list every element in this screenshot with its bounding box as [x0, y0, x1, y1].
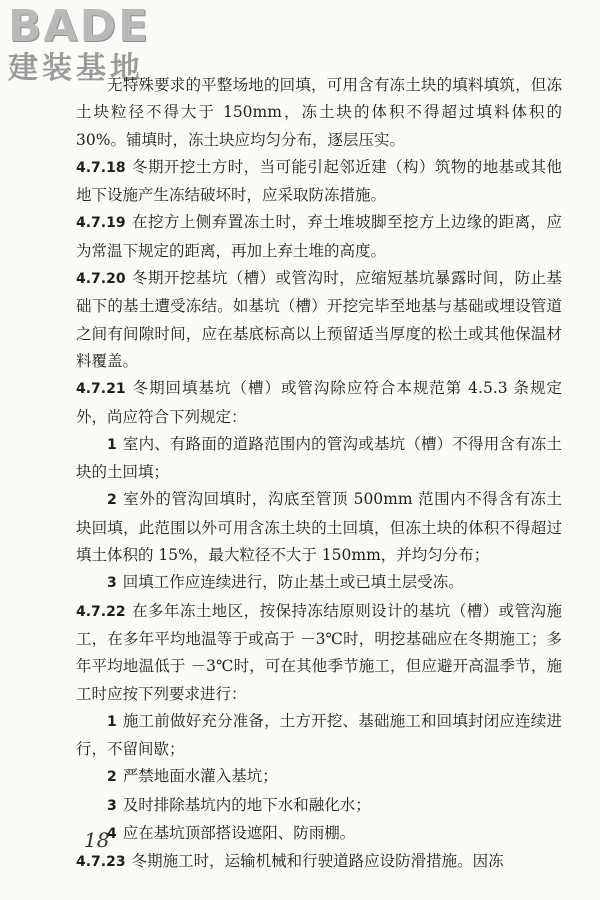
clause-4-7-23: [76, 848, 562, 876]
list-item: [76, 569, 562, 597]
clause-4-7-22: [76, 598, 562, 708]
item-number: 1: [107, 436, 117, 453]
clause-number: 4.7.18: [76, 159, 126, 176]
item-text: 室内、有路面的道路范围内的管沟或基坑（槽）不得用含有冻土块的土回填；: [76, 434, 562, 482]
clause-number: 4.7.20: [76, 271, 126, 288]
item-text: 严禁地面水灌入基坑；: [122, 767, 278, 786]
clause-4-7-19: [76, 209, 562, 265]
clause-text: 冬期施工时，运输机械和行驶道路应设防滑措施。因冻: [131, 852, 504, 871]
item-number: 4: [107, 826, 117, 843]
item-number: 2: [107, 769, 117, 786]
clause-text: 冬期开挖土方时，当可能引起邻近建（构）筑物的地基或其他地下设施产生冻结破坏时，应采取防冻措施。: [76, 157, 562, 205]
paragraph-text: 无特殊要求的平整场地的回填，可用含有冻土块的填料填筑，但冻土块粒径不得大于 150mm，冻土块的体积不得超过填料体积的 30%。铺填时，冻土块应均匀分布，逐层压实。: [76, 76, 562, 149]
item-text: 施工前做好充分准备，土方开挖、基础施工和回填封闭应连续进行，不留间歇；: [76, 711, 562, 759]
clause-4-7-21: [76, 375, 562, 431]
item-text: 回填工作应连续进行，防止基土或已填土层受冻。: [122, 573, 464, 592]
clause-number: 4.7.22: [76, 603, 126, 620]
list-item: [76, 486, 562, 569]
logo-subtitle: 建装基地: [8, 51, 144, 86]
clause-text: 在多年冻土地区，按保持冻结原则设计的基坑（槽）或管沟施工，在多年平均地温等于或高于 －3℃时，明挖基础应在冬期施工；多年平均地温低于 －3℃时，可在其他季节施工，但应避开高温季节，施工时应按下列要求进行：: [76, 601, 562, 703]
list-item: [76, 763, 562, 791]
item-number: 3: [107, 575, 117, 592]
item-text: 应在基坑顶部搭设遮阳、防雨棚。: [122, 824, 356, 843]
page-number: 18: [84, 828, 110, 852]
list-item: [76, 820, 562, 848]
clause-text: 在挖方上侧弃置冻土时，弃土堆坡脚至挖方上边缘的距离，应为常温下规定的距离，再加上弃土堆的高度。: [76, 213, 562, 260]
item-number: 1: [107, 713, 117, 730]
list-item: [76, 431, 562, 487]
clause-4-7-20: [76, 265, 562, 375]
item-text: 室外的管沟回填时，沟底至管顶 500mm 范围内不得含有冻土块回填，此范围以外可用含冻土块的土回填，但冻土块的体积不得超过填土体积的 15%，最大粒径不大于 150mm，并均匀分布；: [76, 490, 562, 565]
clause-text: 冬期开挖基坑（槽）或管沟时，应缩短基坑暴露时间，防止基础下的基土遭受冻结。如基坑（槽）开挖完毕至地基与基础或埋设管道之间有间隙时间，应在基底标高以上预留适当厚度的松土或其他保温材料覆盖。: [76, 269, 562, 370]
item-text: 及时排除基坑内的地下水和融化水；: [122, 795, 371, 814]
document-body: [76, 72, 562, 877]
clause-number: 4.7.21: [76, 381, 126, 398]
list-item: [76, 708, 562, 764]
clause-number: 4.7.23: [76, 854, 126, 871]
item-number: 3: [107, 797, 117, 814]
logo-wordmark: BADE: [8, 1, 151, 52]
paragraph-continuation: [76, 72, 562, 154]
item-number: 2: [107, 492, 117, 509]
list-item: [76, 792, 562, 820]
clause-4-7-18: [76, 154, 562, 210]
clause-number: 4.7.19: [76, 215, 126, 232]
clause-text: 冬期回填基坑（槽）或管沟除应符合本规范第 4.5.3 条规定外，尚应符合下列规定：: [76, 379, 562, 426]
